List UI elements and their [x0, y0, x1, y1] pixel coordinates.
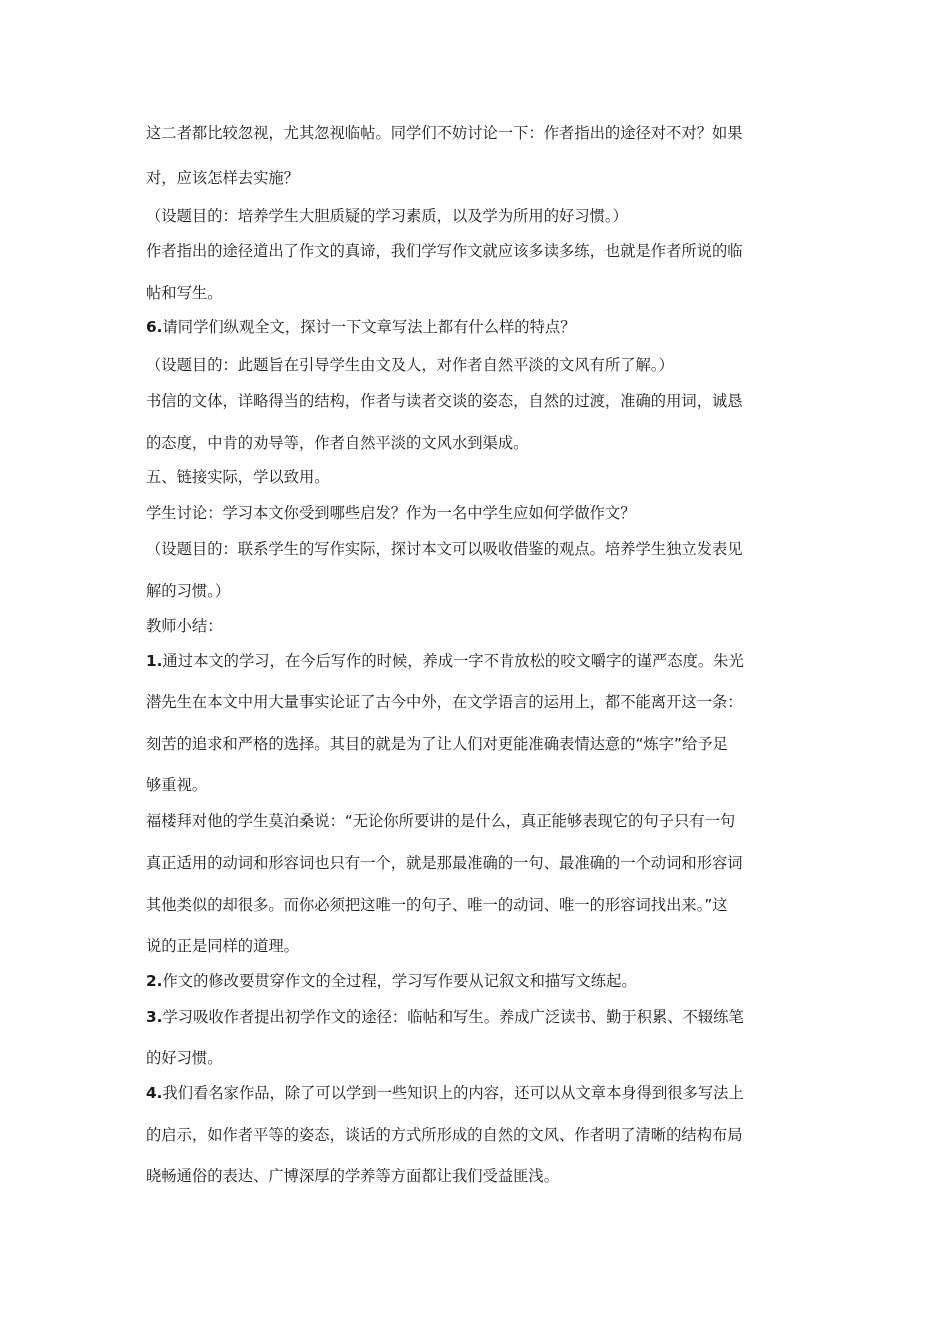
text-line: [146, 648, 744, 674]
line-text: 说的正是同样的道理。: [146, 937, 299, 955]
line-text: 书信的文体，详略得当的结构，作者与读者交谈的姿态，自然的过渡，准确的用词，诚恳: [146, 392, 743, 410]
list-number: 6.: [146, 318, 163, 336]
text-line: [146, 388, 743, 414]
line-text: 晓畅通俗的表达、广博深厚的学养等方面都让我们受益匪浅。: [146, 1167, 560, 1185]
text-line: [146, 238, 743, 264]
line-text: 的好习惯。: [146, 1049, 223, 1067]
text-line: [146, 500, 636, 526]
text-line: [146, 850, 743, 876]
text-line: [146, 968, 637, 994]
line-text: 潜先生在本文中用大量事实论证了古今中外，在文学语言的运用上，都不能离开这一条：: [146, 693, 743, 711]
text-line: [146, 352, 674, 378]
line-text: 的态度，中肯的劝导等，作者自然平淡的文风水到渠成。: [146, 434, 529, 452]
line-text: 作文的修改要贯穿作文的全过程，学习写作要从记叙文和描写文练起。: [162, 972, 637, 990]
text-line: [146, 892, 728, 918]
text-line: [146, 1163, 559, 1189]
text-line: [146, 203, 628, 229]
text-line: [146, 731, 728, 757]
line-text: 福楼拜对他的学生莫泊桑说：“无论你所要讲的是什么，真正能够表现它的句子只有一句: [146, 812, 736, 830]
line-text: 够重视。: [146, 776, 208, 794]
line-text: 的启示，如作者平等的姿态，谈话的方式所形成的自然的文风、作者明了清晰的结构布局: [146, 1126, 743, 1144]
line-text: 学习吸收作者提出初学作文的途径：临帖和写生。养成广泛读书、勤于积累、不辍练笔: [162, 1008, 744, 1026]
line-text: 请同学们纵观全文，探讨一下文章写法上都有什么样的特点？: [162, 318, 576, 336]
text-line: [146, 464, 330, 490]
line-text: 通过本文的学习，在今后写作的时候，养成一字不肯放松的咬文嚼字的谨严态度。朱光: [162, 652, 744, 670]
text-line: [146, 772, 207, 798]
line-text: 其他类似的却很多。而你必须把这唯一的句子、唯一的动词、唯一的形容词找出来。”这: [146, 896, 728, 914]
text-line: [146, 536, 743, 562]
line-text: 这二者都比较忽视，尤其忽视临帖。同学们不妨讨论一下：作者指出的途径对不对？如果: [146, 124, 743, 142]
text-line: [146, 1045, 223, 1071]
line-text: 我们看名家作品，除了可以学到一些知识上的内容，还可以从文章本身得到很多写法上: [162, 1084, 744, 1102]
text-line: [146, 314, 576, 340]
text-line: [146, 1004, 744, 1030]
list-number: 3.: [146, 1008, 163, 1026]
line-text: 教师小结：: [146, 617, 223, 635]
text-line: [146, 613, 223, 639]
line-text: 学生讨论：学习本文你受到哪些启发？作为一名中学生应如何学做作文？: [146, 504, 636, 522]
text-line: [146, 1122, 743, 1148]
list-number: 4.: [146, 1084, 163, 1102]
list-number: 2.: [146, 972, 163, 990]
line-text: （设题目的：培养学生大胆质疑的学习素质，以及学为所用的好习惯。）: [146, 207, 628, 225]
line-text: 对，应该怎样去实施？: [146, 169, 299, 187]
text-line: [146, 280, 223, 306]
line-text: 帖和写生。: [146, 284, 223, 302]
line-text: （设题目的：联系学生的写作实际，探讨本文可以吸收借鉴的观点。培养学生独立发表见: [146, 540, 743, 558]
text-line: [146, 689, 743, 715]
text-line: [146, 120, 743, 146]
line-text: 五、链接实际，学以致用。: [146, 468, 330, 486]
line-text: 真正适用的动词和形容词也只有一个，就是那最准确的一句、最准确的一个动词和形容词: [146, 854, 743, 872]
text-line: [146, 933, 299, 959]
line-text: 解的习惯。）: [146, 582, 231, 600]
line-text: 刻苦的追求和严格的选择。其目的就是为了让人们对更能准确表情达意的“炼字”给予足: [146, 735, 728, 753]
text-line: [146, 808, 735, 834]
text-line: [146, 165, 299, 191]
text-line: [146, 578, 230, 604]
list-number: 1.: [146, 652, 163, 670]
text-line: [146, 430, 528, 456]
line-text: （设题目的：此题旨在引导学生由文及人，对作者自然平淡的文风有所了解。）: [146, 356, 674, 374]
line-text: 作者指出的途径道出了作文的真谛，我们学写作文就应该多读多练，也就是作者所说的临: [146, 242, 743, 260]
text-line: [146, 1080, 744, 1106]
